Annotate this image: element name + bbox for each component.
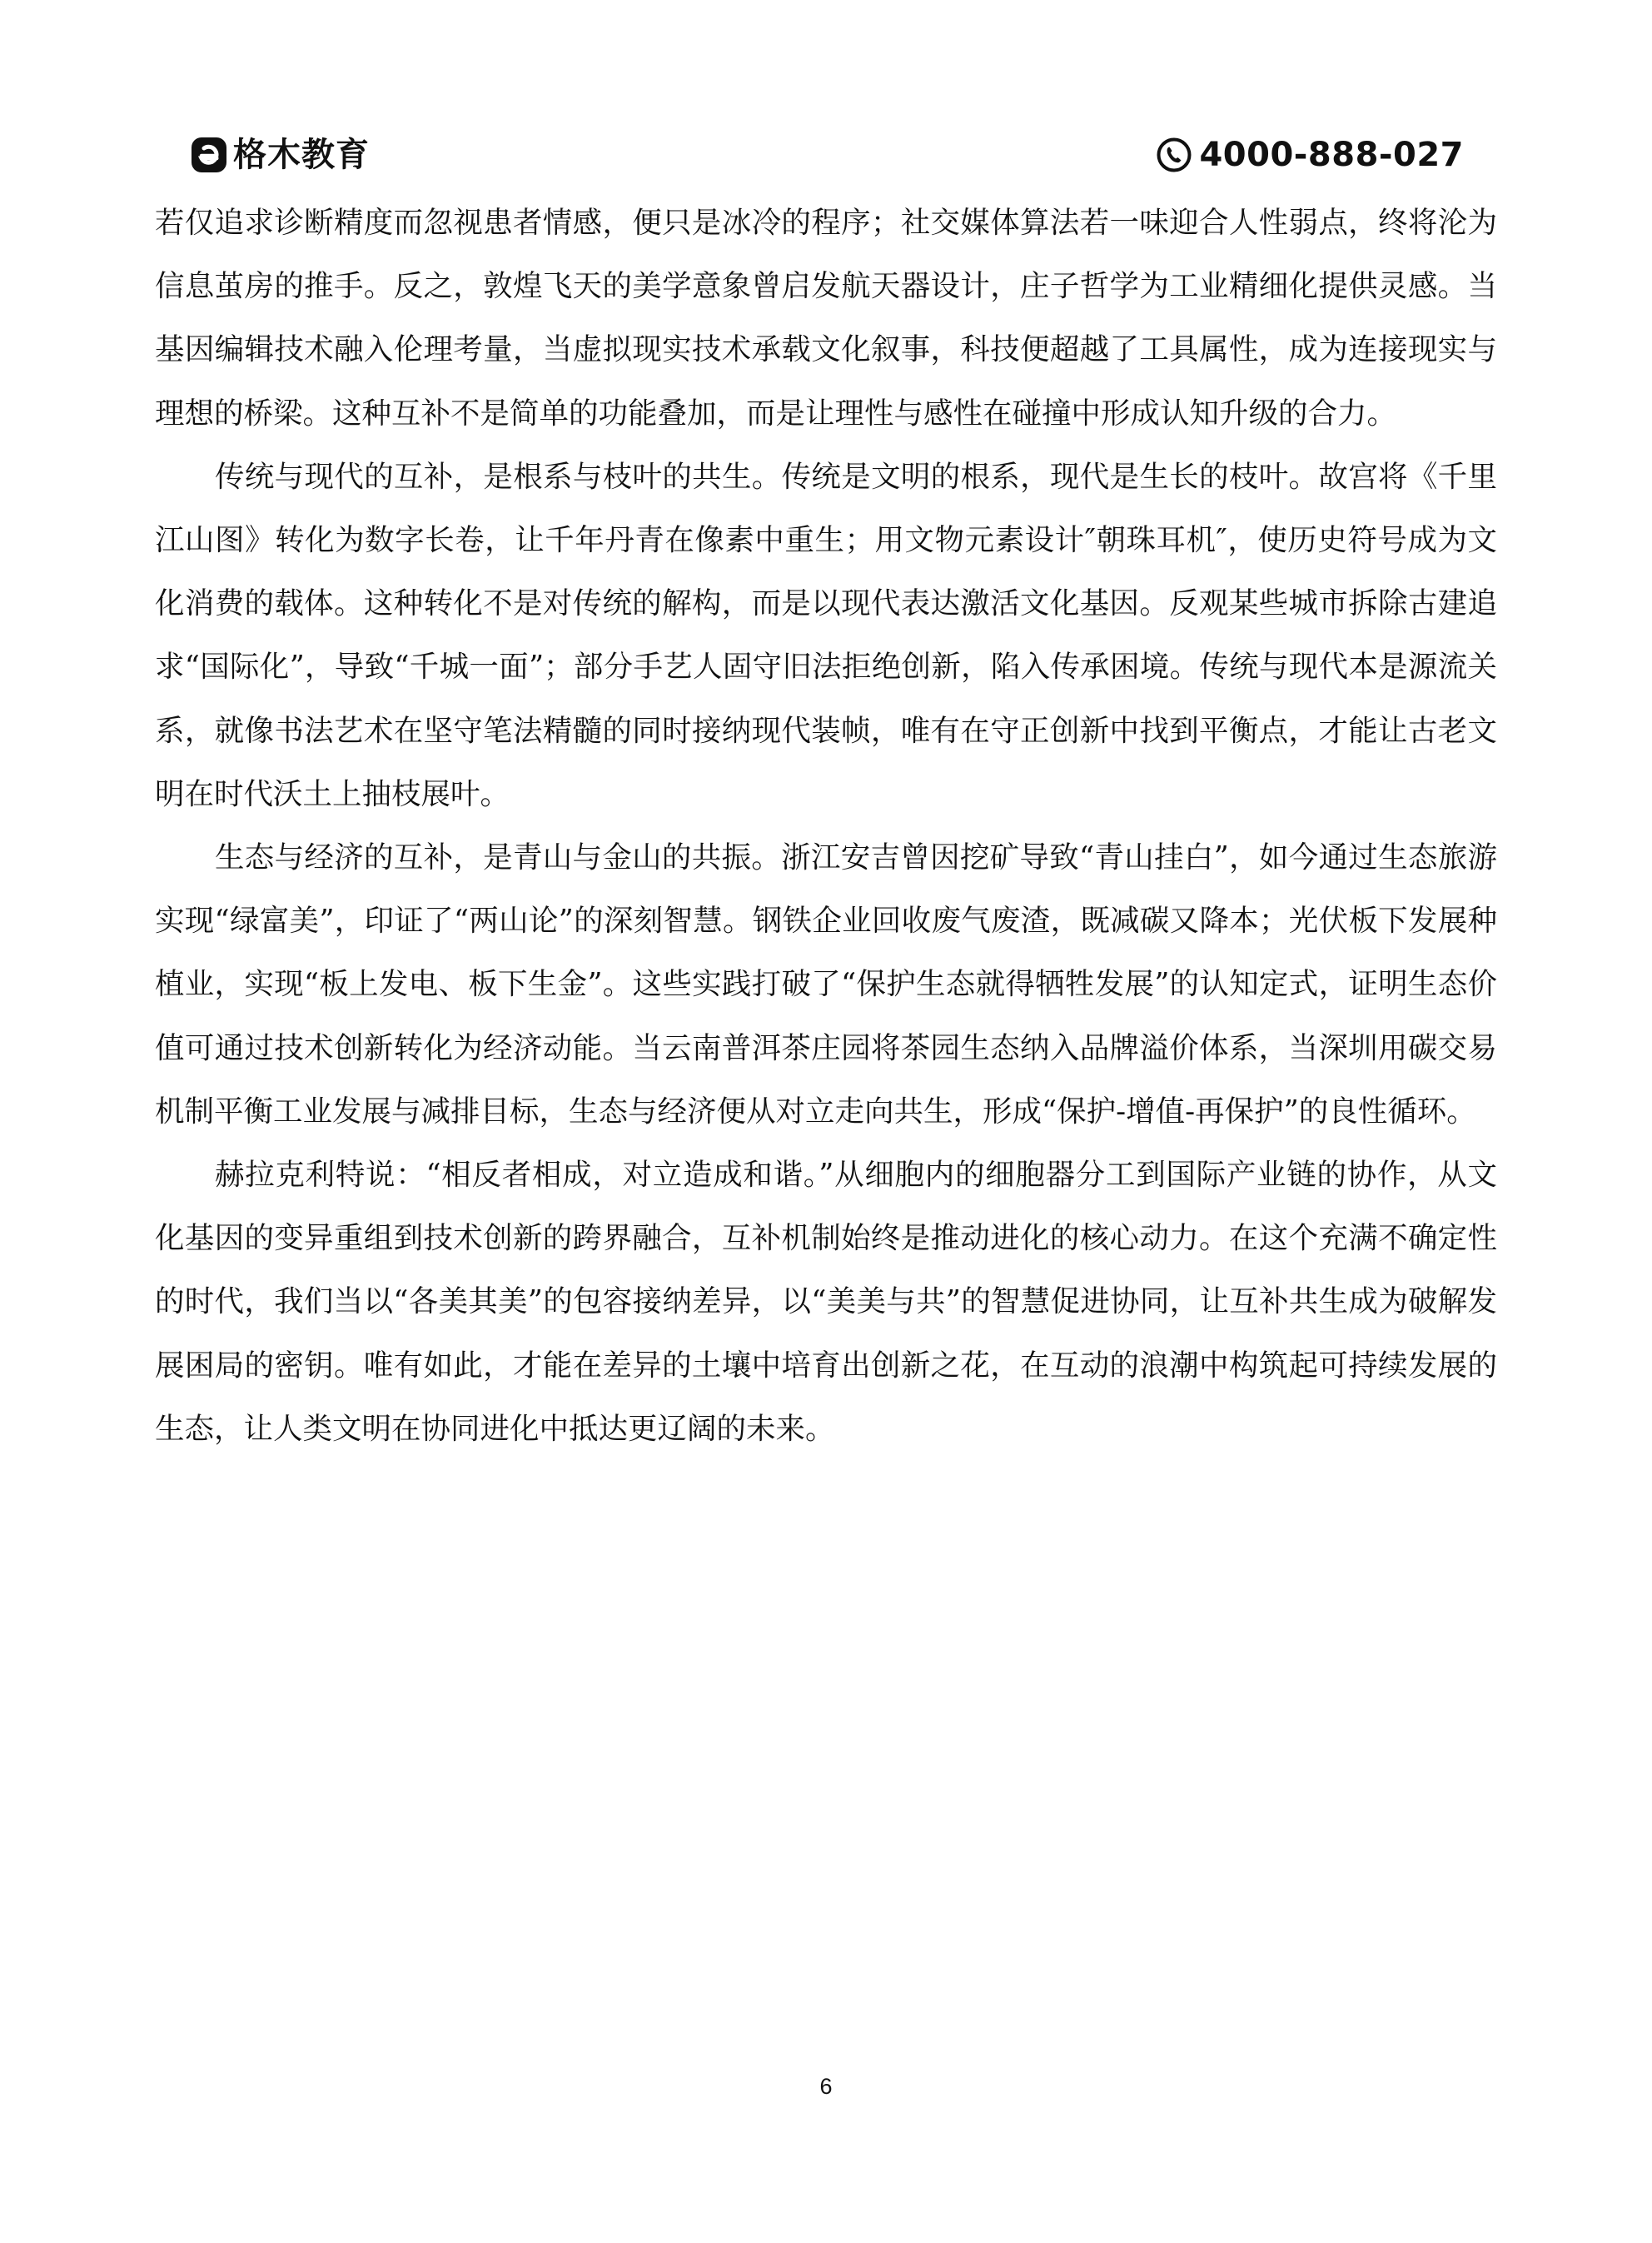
article-body — [155, 192, 1497, 1461]
phone-icon — [1156, 137, 1192, 173]
hotline-number: 4000-888-027 — [1199, 136, 1464, 174]
paragraph-4: 赫拉克利特说：“相反者相成，对立造成和谐。”从细胞内的细胞器分工到国际产业链的协作，从文化基因的变异重组到技术创新的跨界融合，互补机制始终是推动进化的核心动力。在这个充满不确定性的时代，我们当以“各美其美”的包容接纳差异，以“美美与共”的智慧促进协同，让互补共生成为破解发展困局的密钥。唯有如此，才能在差异的土壤中培育出创新之花，在互动的浪潮中构筑起可持续发展的生态，让人类文明在协同进化中抵达更辽阔的未来。 — [155, 1158, 1497, 1446]
page-header — [190, 127, 1464, 185]
paragraph-2: 传统与现代的互补，是根系与枝叶的共生。传统是文明的根系，现代是生长的枝叶。故宫将《千里江山图》转化为数字长卷，让千年丹青在像素中重生；用文物元素设计″朝珠耳机″，使历史符号成为文化消费的载体。这种转化不是对传统的解构，而是以现代表达激活文化基因。反观某些城市拆除古建追求“国际化”，导致“千城一面”；部分手艺人固守旧法拒绝创新，陷入传承困境。传统与现代本是源流关系，就像书法艺术在坚守笔法精髓的同时接纳现代装帧，唯有在守正创新中找到平衡点，才能让古老文明在时代沃土上抽枝展叶。 — [155, 459, 1497, 811]
paragraph-3: 生态与经济的互补，是青山与金山的共振。浙江安吉曾因挖矿导致“青山挂白”，如今通过生态旅游实现“绿富美”，印证了“两山论”的深刻智慧。钢铁企业回收废气废渣，既减碳又降本；光伏板下发展种植业，实现“板上发电、板下生金”。这些实践打破了“保护生态就得牺牲发展”的认知定式，证明生态价值可通过技术创新转化为经济动能。当云南普洱茶庄园将茶园生态纳入品牌溢价体系，当深圳用碳交易机制平衡工业发展与减排目标，生态与经济便从对立走向共生，形成“保护-增值-再保护”的良性循环。 — [155, 840, 1497, 1129]
brand-name: 格木教育 — [233, 136, 370, 174]
paragraph-1: 若仅追求诊断精度而忽视患者情感，便只是冰冷的程序；社交媒体算法若一味迎合人性弱点，终将沦为信息茧房的推手。反之，敦煌飞天的美学意象曾启发航天器设计，庄子哲学为工业精细化提供灵感。当基因编辑技术融入伦理考量，当虚拟现实技术承载文化叙事，科技便超越了工具属性，成为连接现实与理想的桥梁。这种互补不是简单的功能叠加，而是让理性与感性在碰撞中形成认知升级的合力。 — [155, 206, 1497, 431]
page-number: 6 — [819, 2074, 833, 2099]
hotline — [1156, 132, 1464, 178]
e-logo-icon — [190, 136, 228, 174]
brand-logo — [190, 132, 370, 178]
